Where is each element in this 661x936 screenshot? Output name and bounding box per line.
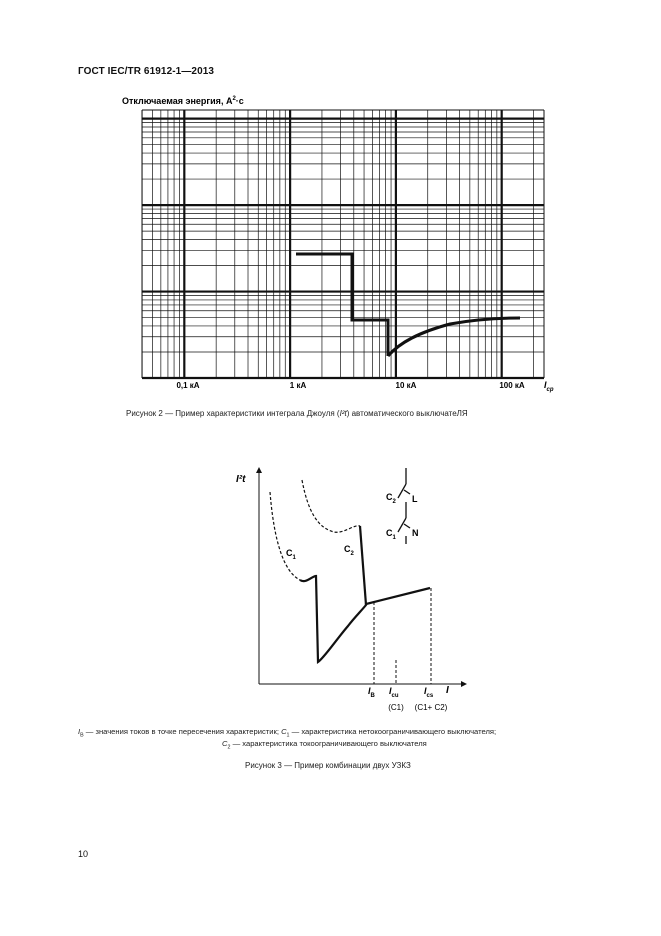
figure-3-legend-line-1: $I_B$ — значения токов в точке пересечения характеристик; $C_1$ — характеристика нетокоограничивающего выключателя; [78,727,497,739]
figure-2-grid [142,110,544,378]
switch-n-label: N [412,528,419,538]
c1-dashed-curve [270,492,300,580]
figure-2-graph [100,92,570,402]
figure-3-x-axis-label: I [446,685,449,696]
figure-3 [230,462,470,720]
switch-schematic [398,468,410,544]
x-mark-ics-note: (C1+ C2) [414,703,448,712]
figure-3-caption: Рисунок 3 — Пример комбинации двух УЗКЗ [245,761,411,770]
x-mark-icu: $I_{cu}$ [389,686,399,699]
x-tick-10ka: 10 кА [395,381,417,390]
switch-l-label: L [412,494,418,504]
c2-dashed-curve [302,480,360,532]
figure-2-caption: Рисунок 2 — Пример характеристики интеграла Джоуля (I²t) автоматического выключатеЛЯ [126,409,468,418]
x-mark-ib: $I_B$ [368,686,375,699]
x-mark-icu-note: (C1) [388,703,404,712]
x-tick-100ka: 100 кА [499,381,525,390]
x-mark-ics: $I_{cs}$ [424,686,434,699]
c2-solid-curve [360,526,366,605]
switch-c2-label: $C_2$ [386,492,396,505]
document-header: ГОСТ IEC/TR 61912-1—2013 [78,66,215,77]
figure-2 [100,92,570,402]
figure-3-legend-line-2: $C_2$ — характеристика токоограничивающего выключателя [222,739,427,751]
figure-3-y-axis-label: I²t [236,474,246,485]
c2-region-label: $C_2$ [344,544,354,557]
figure-3-graph [230,462,470,720]
figure-2-y-axis-label: Отключаемая энергия, $A^2\cdot с$ [122,96,244,106]
c1-region-label: $C_1$ [286,548,296,561]
x-tick-1ka: 1 кА [289,381,307,390]
x-tick-0-1ka: 0,1 кА [176,381,200,390]
switch-c1-label: $C_1$ [386,528,396,541]
figure-2-x-axis-label: $I_{ср}$ [544,380,554,393]
page-number: 10 [78,849,89,859]
